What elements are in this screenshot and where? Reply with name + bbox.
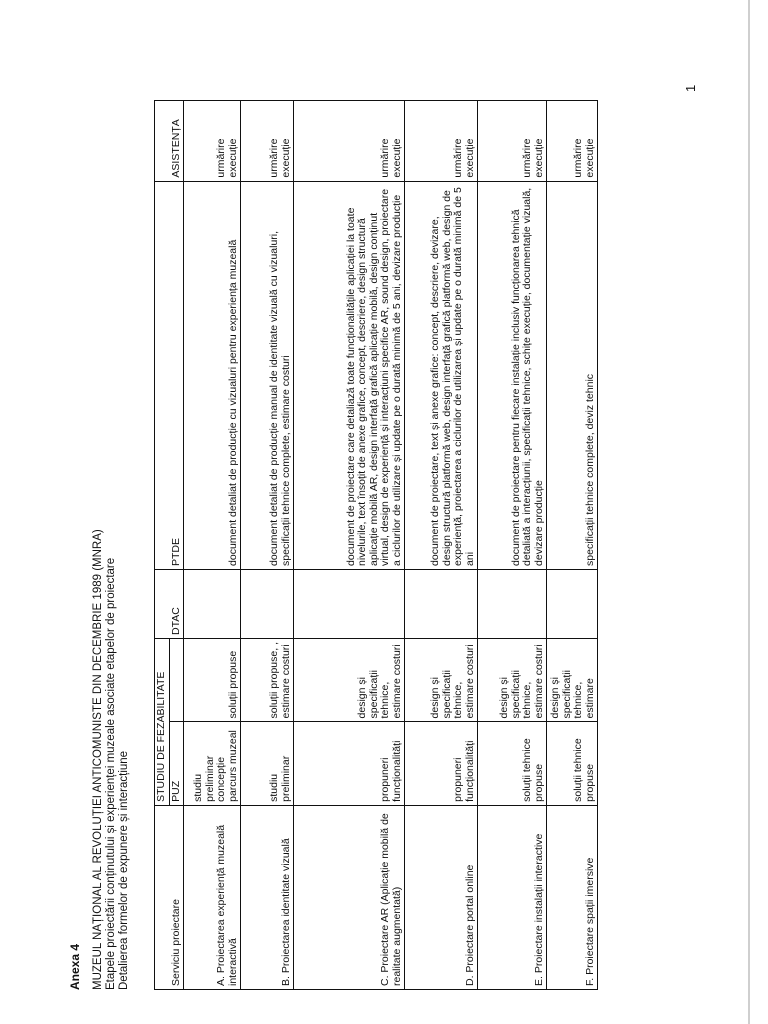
service-cell: B. Proiectarea identitate vizuală xyxy=(241,805,294,989)
asistenta-cell: urmărire execuție xyxy=(184,101,241,182)
feasibility-cell: design și specificații tehnice, estimare costuri xyxy=(405,639,478,722)
asistenta-cell: urmărire execuție xyxy=(478,101,547,182)
design-stages-table xyxy=(154,100,598,990)
ptde-cell: specificații tehnice complete, deviz tehnic xyxy=(547,181,598,569)
header-service: Serviciu proiectare xyxy=(155,805,184,989)
page-number: 1 xyxy=(683,84,698,92)
puz-cell: propuneri funcționalități xyxy=(294,722,405,805)
asistenta-cell: urmărire execuție xyxy=(547,101,598,182)
puz-cell: studiu preliminar concepție parcurs muzeal xyxy=(184,722,241,805)
annex-title: Anexa 4 xyxy=(68,943,82,990)
puz-cell: propuneri funcționalități xyxy=(405,722,478,805)
table-row xyxy=(478,101,547,990)
dtac-cell xyxy=(478,569,547,638)
service-cell: C. Proiectare AR (Aplicație mobilă de realitate augmentată) xyxy=(294,805,405,989)
feasibility-cell: soluții propuse xyxy=(184,639,241,722)
table-row xyxy=(184,101,241,990)
dtac-cell xyxy=(294,569,405,638)
table-row xyxy=(241,101,294,990)
ptde-cell: document detaliat de producție cu vizualuri pentru experiența muzeală xyxy=(184,181,241,569)
header-asistenta: ASISTENȚA xyxy=(155,101,184,182)
puz-cell: studiu preliminar xyxy=(241,722,294,805)
rotated-document-page xyxy=(68,44,720,990)
table-row xyxy=(547,101,598,990)
ptde-cell: document de proiectare, text și anexe grafice: concept, descriere, devizare, design structură platformă web, design interfață grafică platformă web, design de experiență, proiectarea a ciclurilor de utilizarea și update pe o durată minimă de 5 ani xyxy=(405,181,478,569)
service-cell: E. Proiectare instalații interactive xyxy=(478,805,547,989)
header-sf-empty xyxy=(169,639,184,722)
asistenta-cell: urmărire execuție xyxy=(405,101,478,182)
service-cell: F. Proiectare spații imersive xyxy=(547,805,598,989)
feasibility-cell: design și specificații tehnice, estimare costuri xyxy=(478,639,547,722)
table-row xyxy=(405,101,478,990)
dtac-cell xyxy=(547,569,598,638)
header-puz: PUZ xyxy=(169,722,184,805)
table-header-row-1 xyxy=(155,101,170,990)
header-line-institution: MUZEUL NAȚIONAL AL REVOLUȚIEI ANTICOMUNISTE DIN DECEMBRIE 1989 (MNRA) xyxy=(92,529,104,990)
service-cell: A. Proiectarea experiență muzeală interactivă xyxy=(184,805,241,989)
dtac-cell xyxy=(241,569,294,638)
asistenta-cell: urmărire execuție xyxy=(294,101,405,182)
ptde-cell: document de proiectare pentru fiecare instalație inclusiv funcționarea tehnică detaliată a interacțiunii, specificații tehnice, schițe execuție, documentație vizuală, devizare producție xyxy=(478,181,547,569)
puz-cell: soluții tehnice propuse xyxy=(478,722,547,805)
dtac-cell xyxy=(405,569,478,638)
puz-cell: soluții tehnice propuse xyxy=(547,722,598,805)
feasibility-cell: design și specificații tehnice, estimare xyxy=(547,639,598,722)
feasibility-cell: design și specificații tehnice, estimare costuri xyxy=(294,639,405,722)
feasibility-cell: soluții propuse, , estimare costuri xyxy=(241,639,294,722)
ptde-cell: document de proiectare care detaliază toate funcționalitățile aplicației la toate nivelurile, text însoțit de anexe grafice, concept, descriere, design structură aplicație mobilă AR, design interfață grafică aplicație mobilă, design conținut virtual, design de experiență și interacțiuni specifice AR, sound design, proiectare a ciclurilor de utilizare și update pe o durată minimă de 5 ani, devizare producție xyxy=(294,181,405,569)
header-line-stages: Etapele proiectării conținutului și experienței muzeale asociate etapelor de proiectare xyxy=(105,557,117,990)
service-cell: D. Proiectare portal online xyxy=(405,805,478,989)
scan-edge-line xyxy=(748,0,750,1024)
table-row xyxy=(294,101,405,990)
header-feasibility-study: STUDIU DE FEZABILITATE xyxy=(155,639,170,806)
ptde-cell: document detaliat de producție manual de identitate vizuală cu vizualuri, specificații tehnice complete, estimare costuri xyxy=(241,181,294,569)
document-header xyxy=(92,529,131,990)
header-line-detailing: Detalierea formelor de expunere și interacțiune xyxy=(118,750,130,990)
header-dtac: DTAC xyxy=(155,569,184,638)
dtac-cell xyxy=(184,569,241,638)
asistenta-cell: urmărire execuție xyxy=(241,101,294,182)
header-ptde: PTDE xyxy=(155,181,184,569)
